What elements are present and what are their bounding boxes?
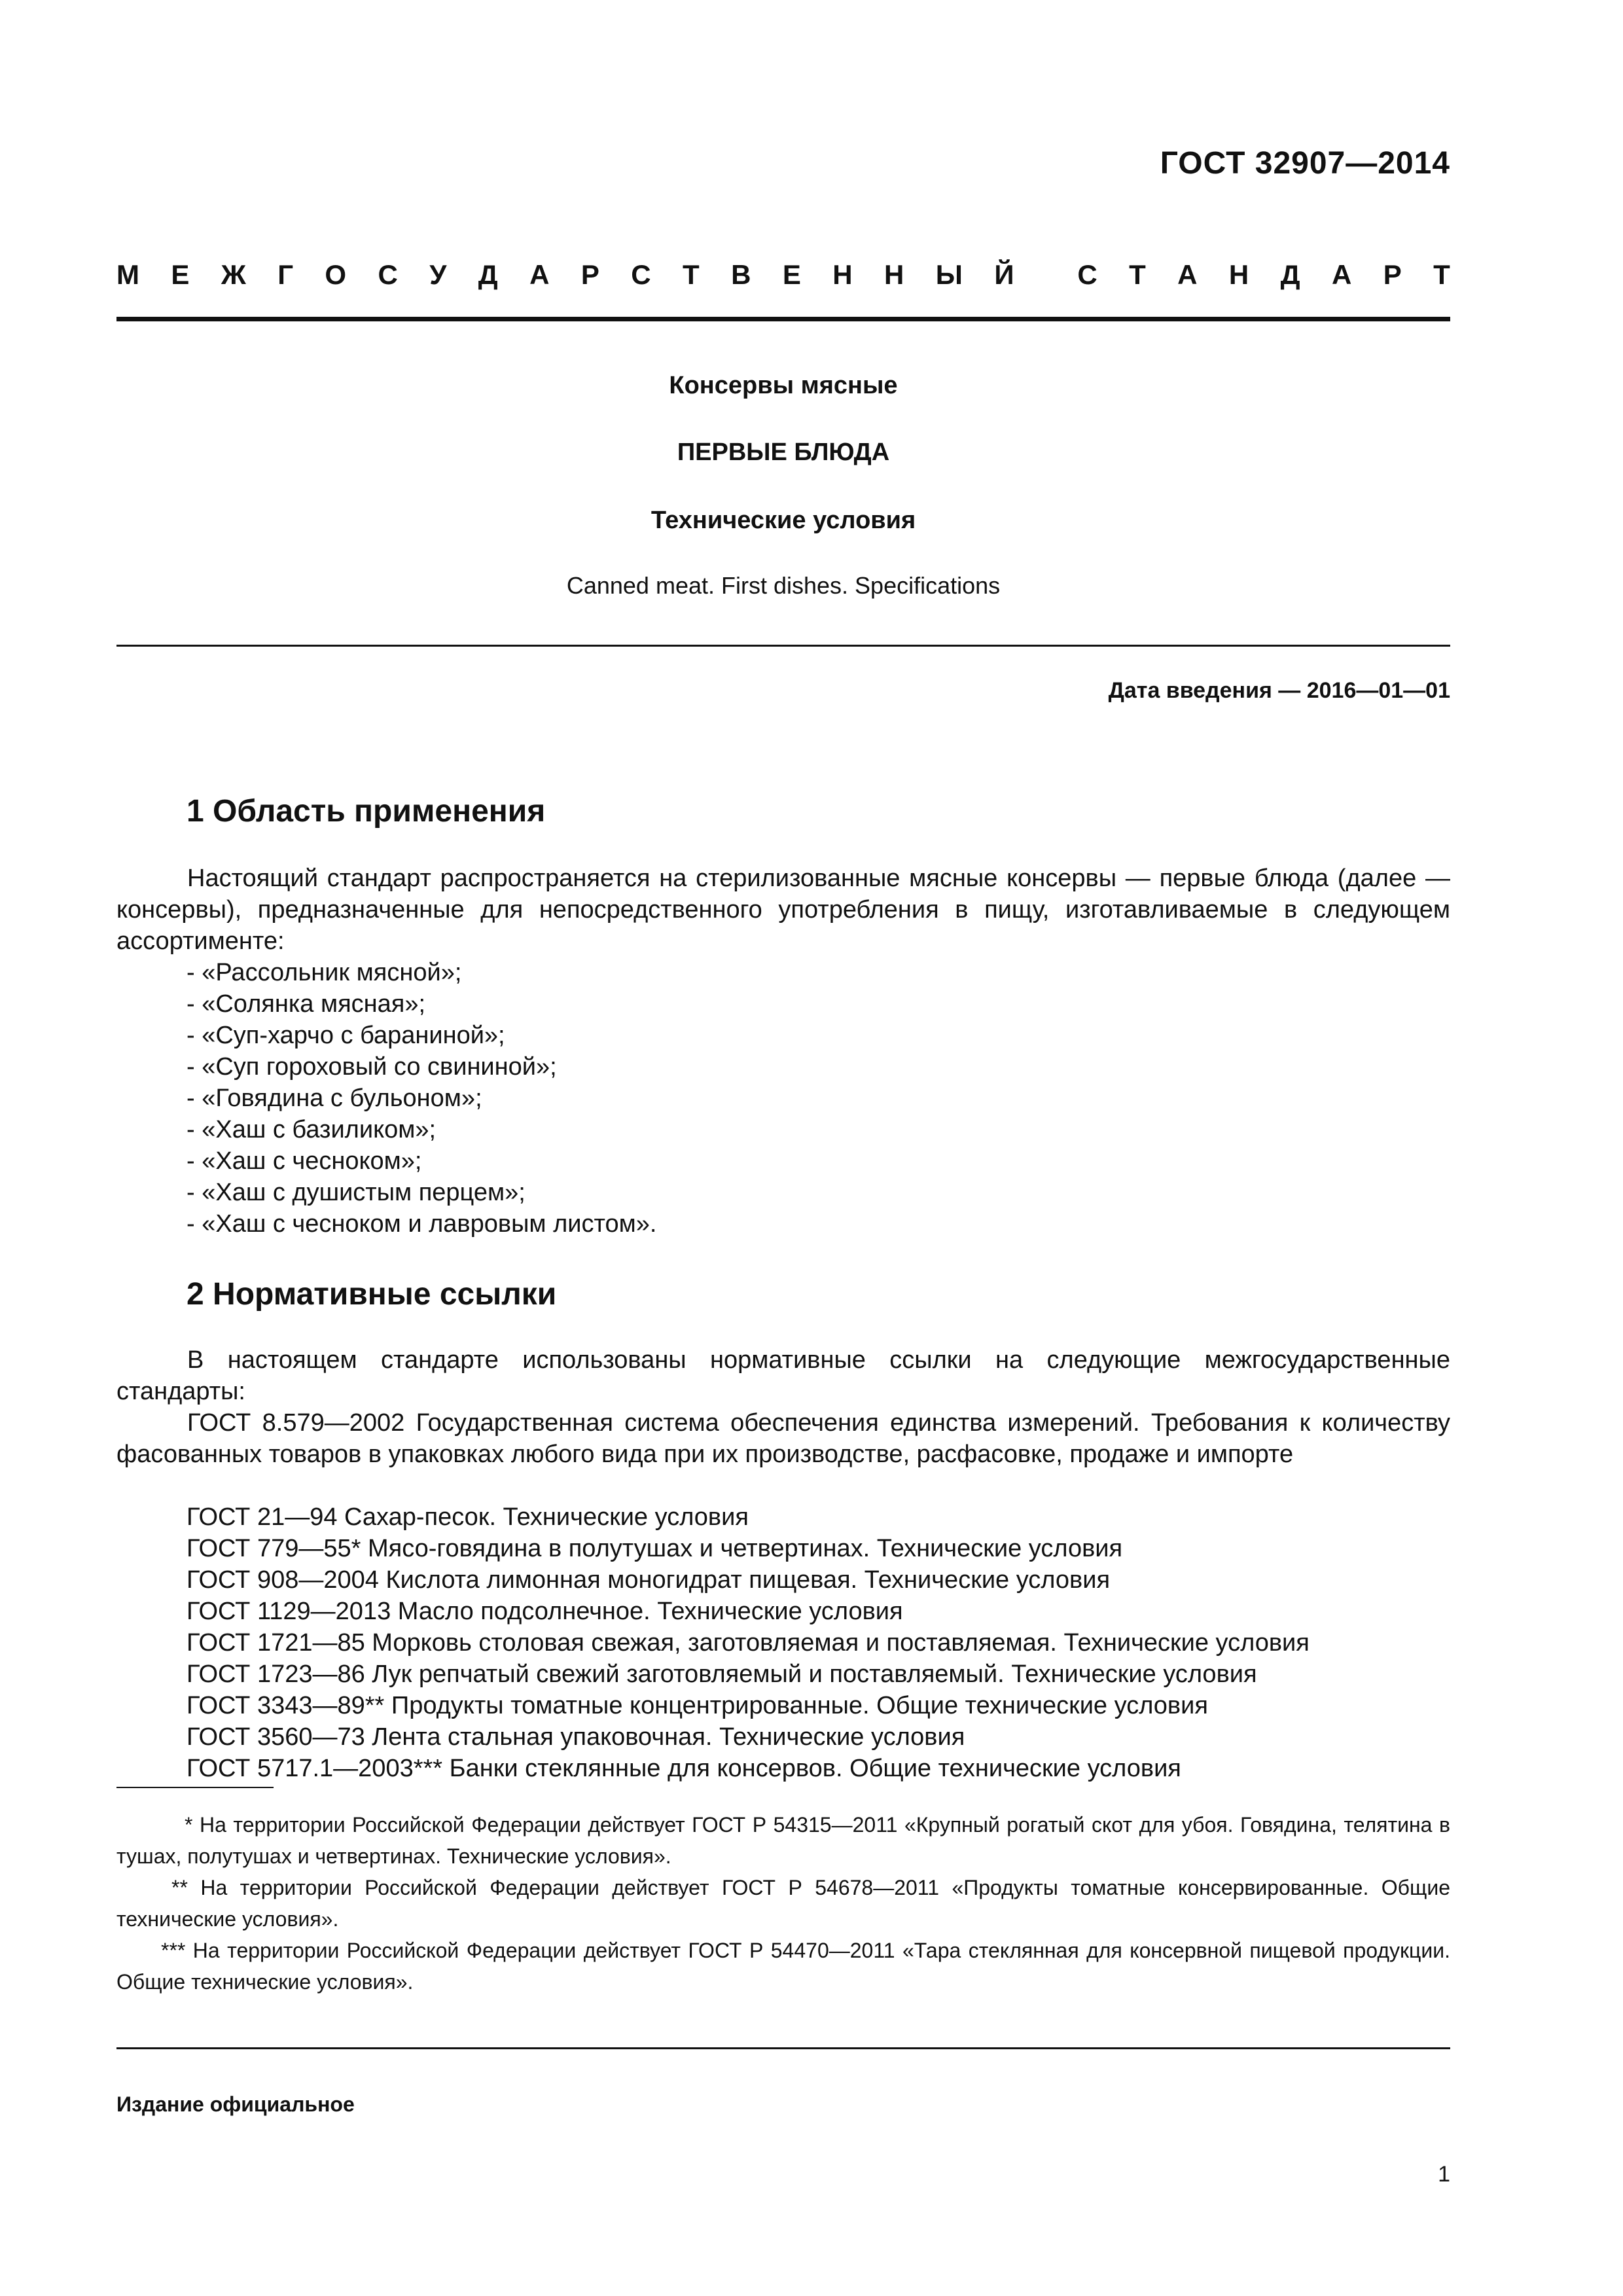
reference-item: ГОСТ 1721—85 Морковь столовая свежая, заготовляемая и поставляемая. Технические условия xyxy=(187,1629,1310,1657)
banner-letter: Т xyxy=(683,259,700,290)
banner-letter: С xyxy=(1077,259,1097,290)
document-number: ГОСТ 32907—2014 xyxy=(1160,146,1450,181)
banner-letter: Н xyxy=(832,259,853,290)
banner-letter: А xyxy=(1331,259,1352,290)
list-item: - «Хаш с чесноком»; xyxy=(187,1147,422,1175)
banner-letter: Р xyxy=(580,259,599,290)
references-list xyxy=(187,1501,1450,1784)
reference-item: ГОСТ 1129—2013 Масло подсолнечное. Технические условия xyxy=(187,1598,903,1625)
banner-letter: А xyxy=(529,259,550,290)
reference-item: ГОСТ 21—94 Сахар-песок. Технические условия xyxy=(187,1503,749,1531)
banner-letter: Е xyxy=(171,259,190,290)
footnote-3: *** На территории Российской Федерации действует ГОСТ Р 54470—2011 «Тара стеклянная для консервной пищевой продукции. Общие технические условия». xyxy=(116,1939,1450,1994)
banner-letter: О xyxy=(325,259,347,290)
reference-item: ГОСТ 3343—89** Продукты томатные концентрированные. Общие технические условия xyxy=(187,1692,1208,1719)
assortment-list xyxy=(187,957,1450,1240)
reference-item: ГОСТ 908—2004 Кислота лимонная моногидрат пищевая. Технические условия xyxy=(187,1566,1111,1594)
banner-letter: В xyxy=(731,259,751,290)
list-item: - «Рассольник мясной»; xyxy=(187,959,462,986)
banner-letter: С xyxy=(631,259,651,290)
footnote-2: ** На территории Российской Федерации действует ГОСТ Р 54678—2011 «Продукты томатные консервированные. Общие технические условия». xyxy=(116,1876,1450,1931)
title-line-3: Технические условия xyxy=(651,507,916,534)
footnote-1: * На территории Российской Федерации действует ГОСТ Р 54315—2011 «Крупный рогатый скот для убоя. Говядина, телятина в тушах, полутушах и четвертинах. Технические условия». xyxy=(116,1813,1450,1868)
section-1-heading: 1 Область применения xyxy=(187,794,546,829)
banner-letter: Г xyxy=(277,259,294,290)
introduction-date: Дата введения — 2016—01—01 xyxy=(1108,678,1450,703)
banner-letter: А xyxy=(1177,259,1198,290)
banner-letter: Д xyxy=(478,259,498,290)
banner-letter: Н xyxy=(1228,259,1249,290)
footnotes xyxy=(116,1809,1450,1998)
list-item: - «Хаш с базиликом»; xyxy=(187,1116,437,1143)
title-line-2: ПЕРВЫЕ БЛЮДА xyxy=(677,439,890,466)
reference-item: ГОСТ 3560—73 Лента стальная упаковочная. Технические условия xyxy=(187,1723,965,1751)
reference-first: ГОСТ 8.579—2002 Государственная система обеспечения единства измерений. Требования к количеству фасованных товаров в упаковках любого вида при их производстве, расфасовке, продаже и импорте xyxy=(116,1409,1450,1468)
list-item: - «Суп гороховый со свининой»; xyxy=(187,1053,557,1081)
banner-letter: Е xyxy=(782,259,801,290)
edition-label: Издание официальное xyxy=(116,2092,355,2116)
page-number: 1 xyxy=(1438,2162,1450,2187)
reference-item: ГОСТ 5717.1—2003*** Банки стеклянные для консервов. Общие технические условия xyxy=(187,1755,1181,1782)
banner-letter: У xyxy=(429,259,447,290)
header-divider xyxy=(116,317,1450,321)
footnote-divider xyxy=(116,1787,274,1788)
banner-letter: Р xyxy=(1383,259,1402,290)
title-english: Canned meat. First dishes. Specifications xyxy=(566,572,1001,599)
footer-divider xyxy=(116,2047,1450,2049)
banner-letter: Ж xyxy=(221,259,246,290)
banner-letter: Н xyxy=(884,259,904,290)
reference-item: ГОСТ 779—55* Мясо-говядина в полутушах и четвертинах. Технические условия xyxy=(187,1535,1123,1562)
list-item: - «Хаш с душистым перцем»; xyxy=(187,1179,526,1206)
section-1-paragraph: Настоящий стандарт распространяется на стерилизованные мясные консервы — первые блюда (далее — консервы), предназначенные для непосредственного употребления в пищу, изготавливаемые в следующем ассортименте: xyxy=(116,865,1450,955)
list-item: - «Хаш с чесноком и лавровым листом». xyxy=(187,1210,657,1238)
banner-letter: Д xyxy=(1280,259,1300,290)
list-item: - «Суп-харчо с бараниной»; xyxy=(187,1022,505,1049)
interstate-standard-banner xyxy=(116,259,1450,291)
banner-letter: Т xyxy=(1433,259,1450,290)
banner-letter: М xyxy=(116,259,139,290)
section-2-heading: 2 Нормативные ссылки xyxy=(187,1277,557,1312)
reference-item: ГОСТ 1723—86 Лук репчатый свежий заготовляемый и поставляемый. Технические условия xyxy=(187,1660,1257,1688)
title-divider xyxy=(116,645,1450,647)
title-line-1: Консервы мясные xyxy=(669,372,898,399)
banner-letter: Ы xyxy=(935,259,963,290)
banner-letter: С xyxy=(378,259,398,290)
list-item: - «Солянка мясная»; xyxy=(187,990,426,1018)
list-item: - «Говядина с бульоном»; xyxy=(187,1085,482,1112)
banner-letter: Т xyxy=(1129,259,1146,290)
banner-letter: Й xyxy=(994,259,1014,290)
section-2-paragraph: В настоящем стандарте использованы нормативные ссылки на следующие межгосударственные стандарты: xyxy=(116,1346,1450,1405)
